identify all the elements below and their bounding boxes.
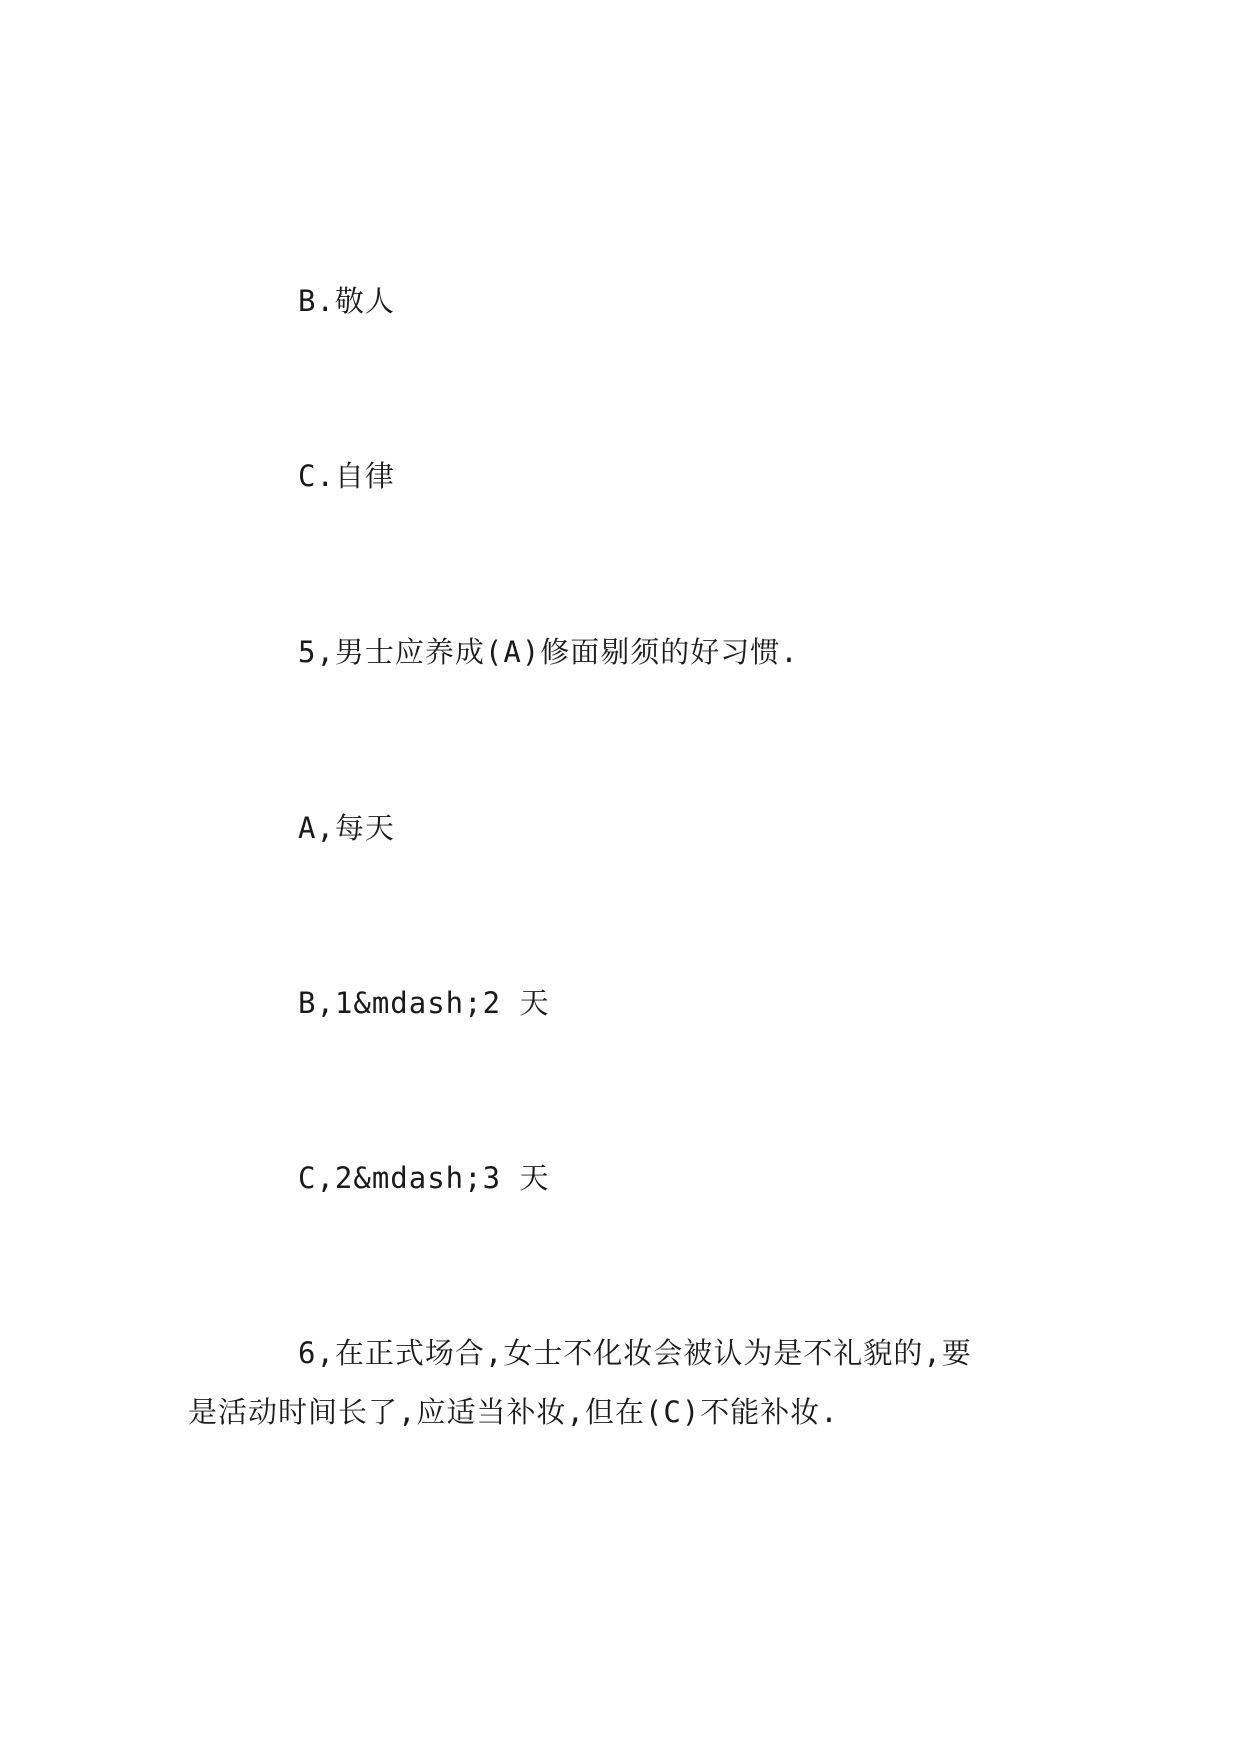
option-b-1-2-days: B,1&mdash;2 天 (298, 986, 550, 1020)
question-6-line-2: 是活动时间长了,应适当补妆,但在(C)不能补妆. (188, 1395, 839, 1429)
option-b-respect: B.敬人 (298, 284, 395, 318)
question-6-line-1: 6,在正式场合,女士不化妆会被认为是不礼貌的,要 (298, 1336, 972, 1370)
option-a-every-day: A,每天 (298, 811, 395, 845)
question-5: 5,男士应养成(A)修面剔须的好习惯. (298, 635, 799, 669)
option-c-2-3-days: C,2&mdash;3 天 (298, 1161, 550, 1195)
option-c-self-discipline: C.自律 (298, 459, 395, 493)
